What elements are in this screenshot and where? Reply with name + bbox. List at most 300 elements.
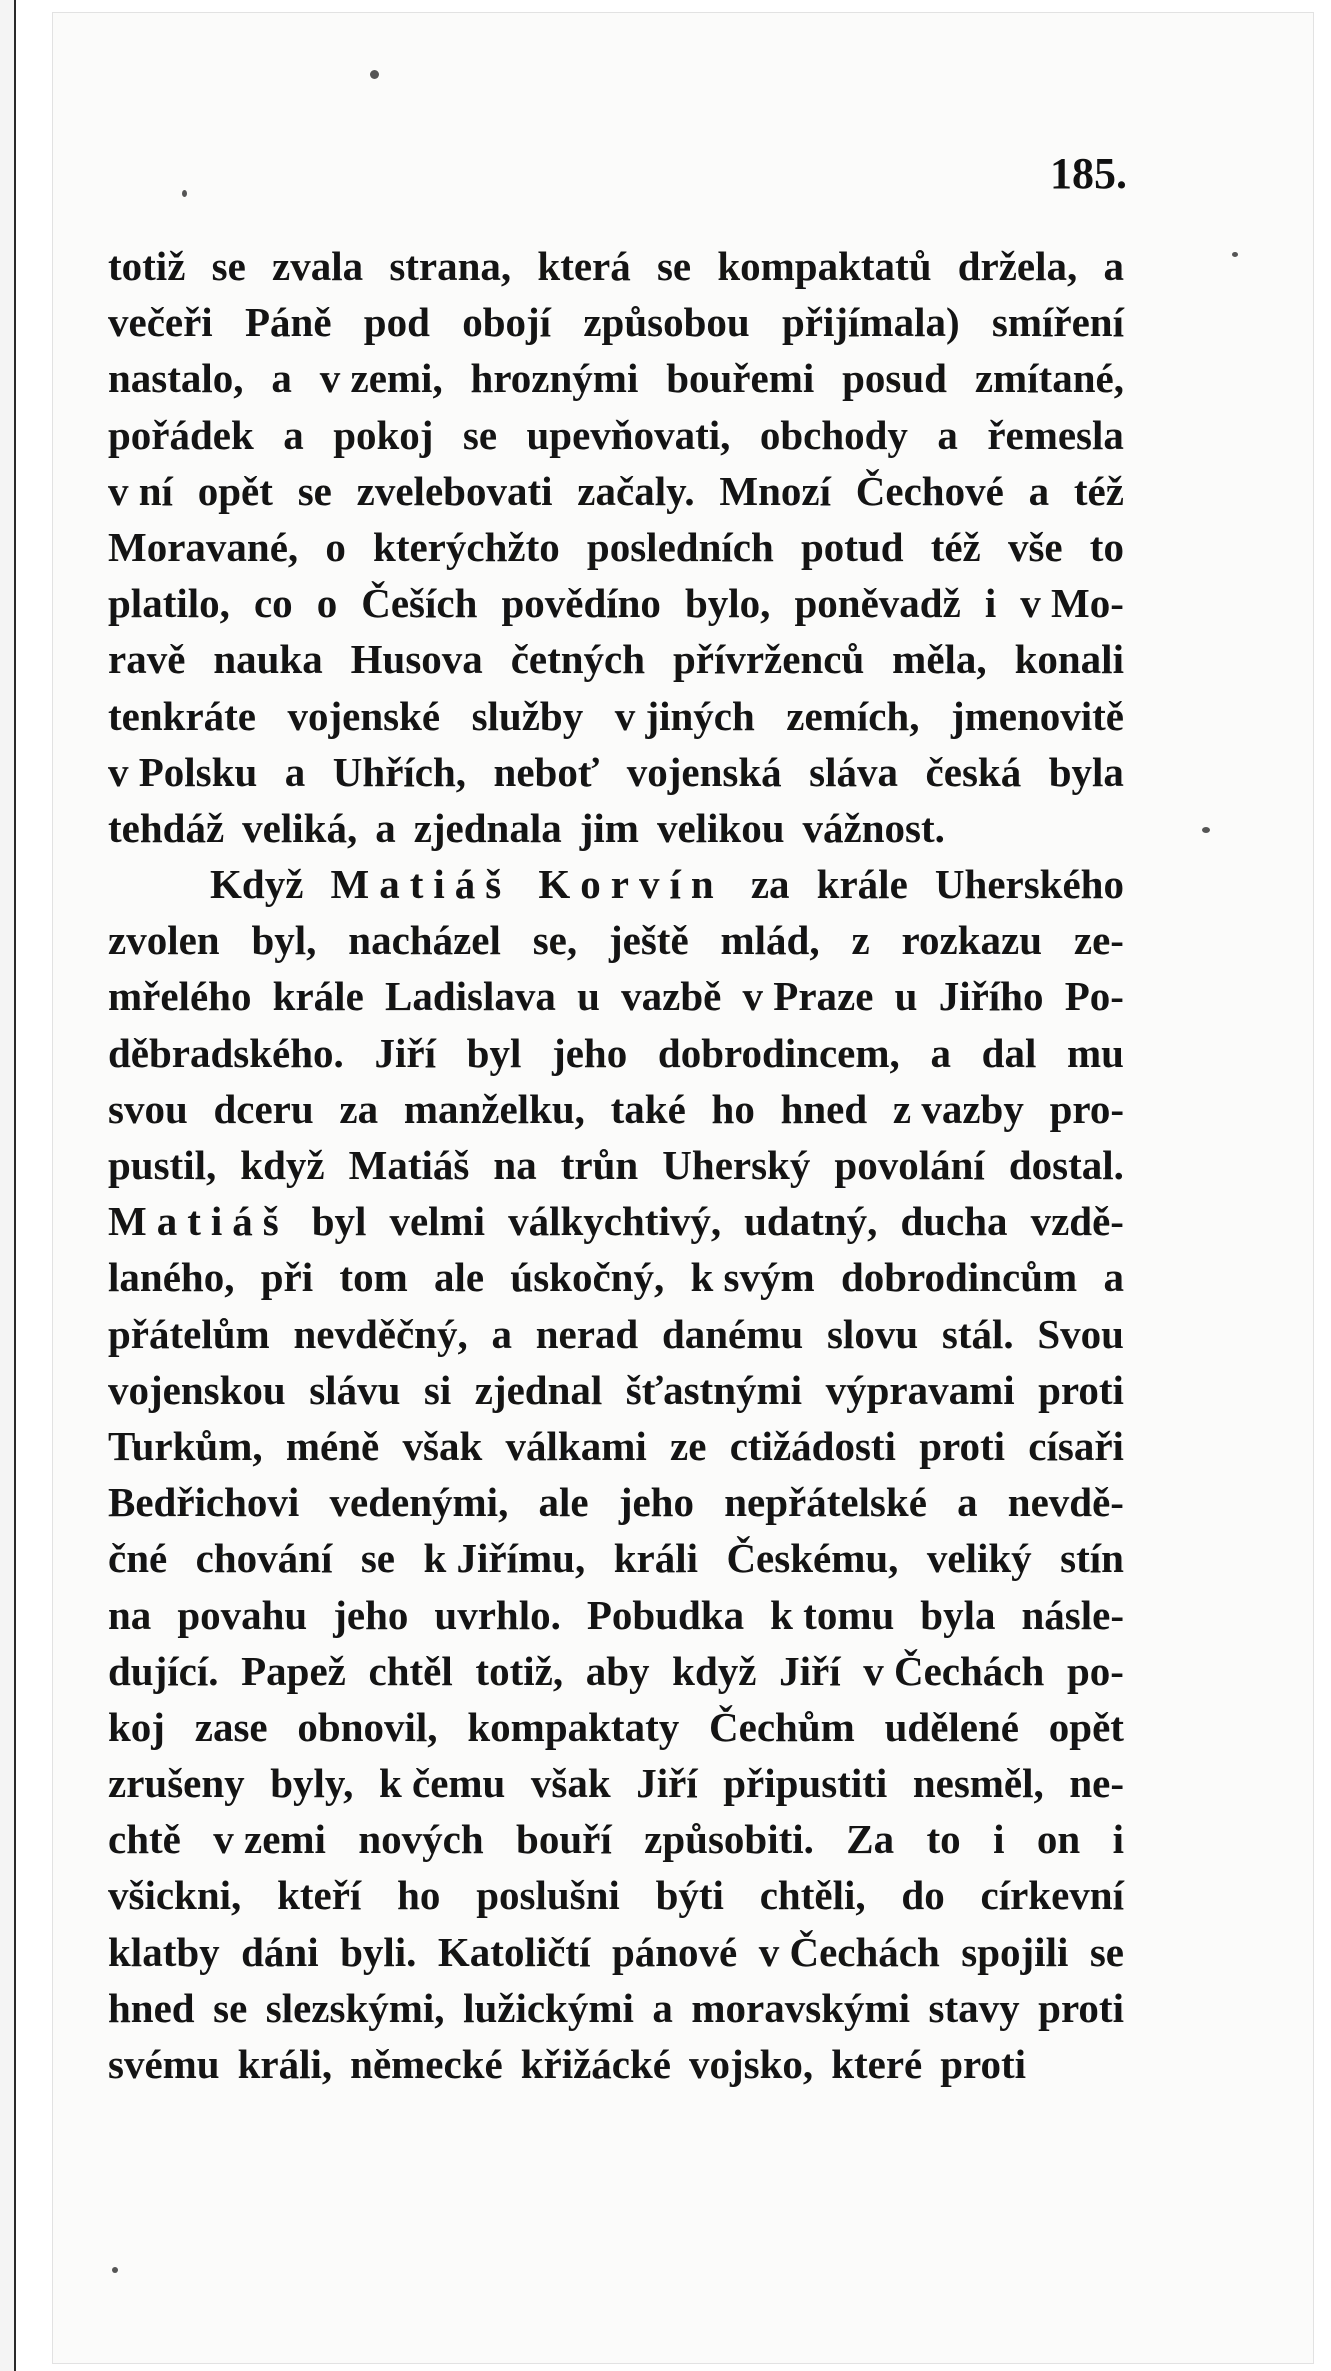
word: v Čechách bbox=[758, 1928, 940, 1975]
word: bouří bbox=[516, 1816, 612, 1863]
word: nových bbox=[358, 1816, 484, 1863]
word: totiž bbox=[108, 243, 186, 289]
text-line bbox=[108, 1867, 1124, 1923]
word: na bbox=[108, 1591, 152, 1638]
word: zvelebovati bbox=[356, 467, 553, 514]
word: tenkráte bbox=[108, 692, 257, 739]
word: v Mo- bbox=[1020, 580, 1124, 627]
word: ducha bbox=[900, 1198, 1008, 1245]
previous-page-edge bbox=[0, 0, 16, 2371]
word: držela, bbox=[957, 243, 1078, 289]
word: válkami bbox=[505, 1422, 647, 1469]
word: ctižádosti bbox=[729, 1422, 896, 1469]
word: veliká, bbox=[242, 804, 358, 851]
word: večeři bbox=[108, 299, 213, 346]
word: si bbox=[423, 1366, 452, 1413]
word: slezskými, bbox=[265, 1984, 445, 2031]
word: násle- bbox=[1021, 1591, 1124, 1638]
word: co bbox=[253, 580, 293, 627]
word: králi, bbox=[237, 2041, 333, 2087]
word: jmenovitě bbox=[950, 692, 1124, 739]
word: Moravané, bbox=[108, 523, 299, 570]
word: Za bbox=[846, 1816, 895, 1863]
word: ho bbox=[397, 1872, 441, 1919]
word: ale bbox=[434, 1254, 485, 1301]
word: neboť bbox=[493, 748, 600, 795]
text-line bbox=[108, 350, 1124, 406]
text-line bbox=[108, 744, 1124, 800]
word: nastalo, bbox=[108, 355, 244, 402]
text-line bbox=[108, 631, 1124, 687]
word: posledních bbox=[586, 523, 774, 570]
word: mu bbox=[1067, 1029, 1124, 1076]
text-line bbox=[108, 1137, 1124, 1193]
word: konali bbox=[1014, 636, 1124, 683]
text-line bbox=[108, 1362, 1124, 1418]
word: Češích bbox=[361, 580, 478, 627]
word: Jiří bbox=[374, 1029, 436, 1076]
word: německé bbox=[350, 2041, 503, 2087]
text-line bbox=[108, 1587, 1124, 1643]
word: upevňovati, bbox=[526, 411, 731, 458]
word: on bbox=[1036, 1816, 1081, 1863]
word: spojili bbox=[961, 1928, 1069, 1975]
word: manželku, bbox=[403, 1085, 585, 1132]
word: a bbox=[375, 804, 396, 851]
word: Matiáš bbox=[330, 861, 512, 908]
word: trůn bbox=[560, 1142, 639, 1188]
word: a bbox=[652, 1984, 673, 2031]
word: totiž, bbox=[475, 1647, 564, 1694]
word: udatný, bbox=[744, 1198, 878, 1245]
word: ne- bbox=[1069, 1760, 1124, 1807]
text-line bbox=[108, 1306, 1124, 1362]
word: ho bbox=[711, 1085, 755, 1132]
word: způsobiti. bbox=[644, 1816, 814, 1863]
word: nacházel bbox=[348, 917, 501, 964]
word: za bbox=[750, 861, 790, 908]
word: připustiti bbox=[723, 1760, 888, 1807]
word: když bbox=[672, 1647, 757, 1694]
word: zmítané, bbox=[974, 355, 1124, 402]
word: králi bbox=[613, 1535, 698, 1582]
word: a bbox=[491, 1310, 512, 1357]
word: proti bbox=[940, 2041, 1027, 2087]
word: strana, bbox=[389, 243, 512, 289]
word: nerad bbox=[535, 1310, 639, 1357]
word: na bbox=[493, 1142, 537, 1188]
word: jeho bbox=[618, 1479, 694, 1526]
word: Pobudka bbox=[586, 1591, 745, 1638]
word: byly, bbox=[270, 1760, 354, 1807]
word: Husova bbox=[350, 636, 483, 683]
text-line bbox=[108, 968, 1124, 1024]
word: dobrodincům bbox=[840, 1254, 1078, 1301]
word: přívrženců bbox=[672, 636, 865, 683]
ink-speck bbox=[182, 190, 187, 197]
word: vážnost. bbox=[802, 804, 945, 851]
word: byl bbox=[311, 1198, 367, 1245]
ink-speck bbox=[1202, 827, 1210, 833]
word: česká bbox=[925, 748, 1022, 795]
word: se bbox=[656, 243, 692, 289]
word: u bbox=[577, 973, 600, 1020]
word: kompaktatů bbox=[717, 243, 932, 289]
text-line bbox=[108, 519, 1124, 575]
word: proti bbox=[1038, 1366, 1124, 1413]
text-line bbox=[108, 1811, 1124, 1867]
word: opět bbox=[197, 467, 273, 514]
word: krále bbox=[816, 861, 908, 908]
word: výpravami bbox=[825, 1366, 1015, 1413]
word: chtěl bbox=[368, 1647, 453, 1694]
word: laného, bbox=[108, 1254, 235, 1301]
word: posud bbox=[842, 355, 947, 402]
word: šťastnými bbox=[625, 1366, 803, 1413]
text-line bbox=[108, 1081, 1124, 1137]
word: v Praze bbox=[742, 973, 874, 1020]
word: Jiří bbox=[636, 1760, 698, 1807]
text-line bbox=[108, 238, 1124, 294]
word: bouřemi bbox=[666, 355, 815, 402]
text-line bbox=[108, 1643, 1124, 1699]
word: byl bbox=[466, 1029, 522, 1076]
word: velmi bbox=[389, 1198, 486, 1245]
text-line bbox=[108, 1980, 1124, 2036]
word: vedenými, bbox=[329, 1479, 509, 1526]
word: se bbox=[297, 467, 332, 514]
word: válkychtivý, bbox=[508, 1198, 722, 1245]
word: měla, bbox=[892, 636, 987, 683]
text-line bbox=[108, 1249, 1124, 1305]
word: řemesla bbox=[987, 411, 1124, 458]
word: přátelům bbox=[108, 1310, 270, 1357]
word: byla bbox=[920, 1591, 996, 1638]
word: která bbox=[537, 243, 631, 289]
word: a bbox=[1103, 1254, 1124, 1301]
word: i bbox=[984, 580, 997, 627]
word: tehdáž bbox=[108, 804, 225, 851]
word: vše bbox=[1007, 523, 1063, 570]
word: vojenská bbox=[626, 748, 782, 795]
word: se bbox=[211, 243, 246, 289]
word: všickni, bbox=[108, 1872, 242, 1919]
word: četných bbox=[510, 636, 646, 683]
word: stín bbox=[1060, 1535, 1124, 1582]
word: tom bbox=[339, 1254, 408, 1301]
word: pořádek bbox=[108, 411, 254, 458]
word: pod bbox=[363, 299, 430, 346]
word: povahu bbox=[177, 1591, 308, 1638]
word: zvolen bbox=[108, 917, 220, 964]
word: byl, bbox=[251, 917, 317, 964]
word: zemích, bbox=[786, 692, 920, 739]
word: Svou bbox=[1037, 1310, 1124, 1357]
word: jeho bbox=[333, 1591, 409, 1638]
word: k svým bbox=[690, 1254, 815, 1301]
word: se bbox=[213, 1984, 248, 2031]
text-line bbox=[108, 575, 1124, 631]
word: dceru bbox=[213, 1085, 314, 1132]
word: však bbox=[530, 1760, 611, 1807]
word: a bbox=[283, 411, 304, 458]
word: opět bbox=[1048, 1703, 1124, 1750]
word: slávu bbox=[309, 1366, 401, 1413]
word: úskočný, bbox=[510, 1254, 665, 1301]
word: krále bbox=[272, 973, 364, 1020]
word: ale bbox=[538, 1479, 589, 1526]
word: lužickými bbox=[463, 1984, 634, 2031]
word: když bbox=[240, 1142, 325, 1188]
word: pánové bbox=[611, 1928, 738, 1975]
word: zrušeny bbox=[108, 1760, 245, 1807]
word: stavy bbox=[928, 1984, 1020, 2031]
word: sláva bbox=[809, 748, 899, 795]
word: nepřátelské bbox=[724, 1479, 927, 1526]
word: vojenskou bbox=[108, 1366, 286, 1413]
word: rozkazu bbox=[901, 917, 1043, 964]
word: kompaktaty bbox=[467, 1703, 680, 1750]
text-line bbox=[108, 1474, 1124, 1530]
word: také bbox=[610, 1085, 686, 1132]
word: potud bbox=[800, 523, 904, 570]
word: nevdě- bbox=[1007, 1479, 1124, 1526]
word: obojí bbox=[462, 299, 552, 346]
word: pokoj bbox=[333, 411, 434, 458]
word: dal bbox=[981, 1029, 1037, 1076]
word: hroznými bbox=[470, 355, 639, 402]
word: přijímala) bbox=[781, 299, 960, 346]
word: Mnozí bbox=[719, 467, 831, 514]
word: a bbox=[284, 748, 306, 795]
word: zjednal bbox=[474, 1366, 603, 1413]
text-line bbox=[108, 1699, 1124, 1755]
word: nauka bbox=[213, 636, 323, 683]
text-line bbox=[108, 407, 1124, 463]
word: to bbox=[926, 1816, 961, 1863]
word: byli. bbox=[340, 1928, 417, 1975]
word: Uhřích, bbox=[332, 748, 467, 795]
word: chtě bbox=[108, 1816, 181, 1863]
word: poněvadž bbox=[794, 580, 961, 627]
word: v Polsku bbox=[108, 748, 258, 795]
word: do bbox=[901, 1872, 945, 1919]
body-text bbox=[108, 238, 1124, 2092]
word: služby bbox=[471, 692, 584, 739]
word: zjednala bbox=[413, 804, 562, 851]
word: platilo, bbox=[108, 580, 230, 627]
word: Katoličtí bbox=[437, 1928, 591, 1975]
word: z vazby bbox=[892, 1085, 1024, 1132]
word: slovu bbox=[826, 1310, 919, 1357]
word: Papež bbox=[241, 1647, 346, 1694]
word: i bbox=[1112, 1816, 1124, 1863]
word: se bbox=[360, 1535, 395, 1582]
word: v zemi, bbox=[319, 355, 443, 402]
word: vojsko, bbox=[689, 2041, 814, 2087]
word: v ní bbox=[108, 467, 173, 514]
word: a bbox=[937, 411, 958, 458]
ink-speck bbox=[1232, 252, 1238, 257]
text-line bbox=[108, 1025, 1124, 1081]
word: i bbox=[993, 1816, 1005, 1863]
word: zase bbox=[194, 1703, 268, 1750]
word: ze bbox=[670, 1422, 707, 1469]
word: po- bbox=[1066, 1647, 1124, 1694]
word: u bbox=[894, 973, 918, 1020]
word: z bbox=[851, 917, 870, 964]
word: dující. bbox=[108, 1647, 219, 1694]
word: méně bbox=[285, 1422, 380, 1469]
word: chtěli, bbox=[759, 1872, 866, 1919]
word: Jiří bbox=[779, 1647, 841, 1694]
word: svou bbox=[108, 1085, 188, 1132]
word: chování bbox=[195, 1535, 333, 1582]
word: mlád, bbox=[720, 917, 820, 964]
word: udělené bbox=[884, 1703, 1019, 1750]
word: zvala bbox=[272, 243, 364, 289]
word: Jiřího bbox=[938, 973, 1044, 1020]
word: vzdě- bbox=[1030, 1198, 1124, 1245]
word: Českému, bbox=[726, 1535, 899, 1582]
word: obchody bbox=[759, 411, 908, 458]
word: smíření bbox=[991, 299, 1124, 346]
word: a bbox=[1103, 243, 1124, 289]
word: ještě bbox=[608, 917, 689, 964]
word: proti bbox=[919, 1422, 1006, 1469]
text-line bbox=[108, 688, 1124, 744]
word: k Jiřímu, bbox=[423, 1535, 586, 1582]
word: o bbox=[316, 580, 338, 627]
word: však bbox=[402, 1422, 483, 1469]
word: vojenské bbox=[287, 692, 441, 739]
word: povolání bbox=[834, 1142, 985, 1188]
word: ze- bbox=[1073, 917, 1124, 964]
word: a bbox=[930, 1029, 951, 1076]
word: při bbox=[260, 1254, 314, 1301]
word: býti bbox=[655, 1872, 724, 1919]
word: Matiáš bbox=[348, 1142, 470, 1188]
word: aby bbox=[585, 1647, 650, 1694]
text-line bbox=[108, 912, 1124, 968]
word: dobrodincem, bbox=[657, 1029, 900, 1076]
word: dostal. bbox=[1008, 1142, 1124, 1188]
word: a bbox=[1028, 467, 1050, 514]
word: hned bbox=[780, 1085, 868, 1132]
word: za bbox=[339, 1085, 379, 1132]
word: hned bbox=[108, 1984, 195, 2031]
word: velikou bbox=[656, 804, 785, 851]
word: stál. bbox=[941, 1310, 1014, 1357]
text-line bbox=[108, 1755, 1124, 1811]
word: Čechové bbox=[855, 467, 1004, 514]
word: uvrhlo. bbox=[434, 1591, 561, 1638]
word: k tomu bbox=[770, 1591, 895, 1638]
page-number: 185. bbox=[1050, 149, 1127, 198]
word: klatby bbox=[108, 1928, 220, 1975]
word: Čechům bbox=[709, 1703, 855, 1750]
word: a bbox=[957, 1479, 978, 1526]
word: Korvín bbox=[538, 861, 724, 908]
word: k čemu bbox=[378, 1760, 506, 1807]
word: koj bbox=[108, 1703, 165, 1750]
word: křižácké bbox=[520, 2041, 672, 2087]
word: začaly. bbox=[577, 467, 695, 514]
word: svému bbox=[108, 2041, 220, 2087]
ink-speck bbox=[112, 2267, 118, 2273]
word: církevní bbox=[980, 1872, 1124, 1919]
text-line bbox=[108, 1193, 1124, 1249]
word: které bbox=[831, 2041, 923, 2087]
text-line bbox=[108, 800, 1124, 856]
word: kteří bbox=[277, 1872, 362, 1919]
text-line bbox=[108, 2036, 1124, 2092]
word: v Čechách bbox=[863, 1647, 1045, 1694]
word: se, bbox=[532, 917, 578, 964]
word: kterýchžto bbox=[373, 523, 560, 570]
word: Bedřichovi bbox=[108, 1479, 300, 1526]
word: pro- bbox=[1049, 1085, 1124, 1132]
word: danému bbox=[661, 1310, 804, 1357]
word: čné bbox=[108, 1535, 168, 1582]
word: proti bbox=[1038, 1984, 1124, 2031]
text-line bbox=[108, 1418, 1124, 1474]
text-line bbox=[108, 463, 1124, 519]
word: moravskými bbox=[691, 1984, 911, 2031]
word: poslušni bbox=[476, 1872, 620, 1919]
word: děbradského. bbox=[108, 1029, 344, 1076]
word: Uherského bbox=[934, 861, 1124, 908]
word: Matiáš bbox=[108, 1198, 289, 1245]
word: nesměl, bbox=[912, 1760, 1044, 1807]
ink-speck bbox=[370, 70, 379, 79]
word: v jiných bbox=[614, 692, 755, 739]
word: též bbox=[1073, 467, 1124, 514]
word: bylo, bbox=[684, 580, 771, 627]
word: Turkům, bbox=[108, 1422, 263, 1469]
word: a bbox=[271, 355, 292, 402]
word: jeho bbox=[552, 1029, 628, 1076]
word: Po- bbox=[1064, 973, 1124, 1020]
word: Ladislava bbox=[384, 973, 556, 1020]
text-line bbox=[108, 294, 1124, 350]
word: nevděčný, bbox=[293, 1310, 468, 1357]
word: to bbox=[1089, 523, 1124, 570]
word: veliký bbox=[926, 1535, 1032, 1582]
word: jim bbox=[579, 804, 639, 851]
word: o bbox=[325, 523, 346, 570]
text-line bbox=[108, 856, 1124, 912]
word: též bbox=[930, 523, 981, 570]
word: císaři bbox=[1028, 1422, 1124, 1469]
word: v zemi bbox=[213, 1816, 326, 1863]
word: Když bbox=[210, 861, 304, 908]
word: Páně bbox=[244, 299, 332, 346]
word: byla bbox=[1048, 748, 1124, 795]
text-line bbox=[108, 1530, 1124, 1586]
word: povědíno bbox=[501, 580, 661, 627]
word: pustil, bbox=[108, 1142, 217, 1188]
word: způsobou bbox=[583, 299, 750, 346]
word: dáni bbox=[241, 1928, 319, 1975]
word: se bbox=[462, 411, 498, 458]
word: Uherský bbox=[662, 1142, 811, 1188]
word: obnovil, bbox=[297, 1703, 438, 1750]
word: vazbě bbox=[621, 973, 722, 1020]
text-line bbox=[108, 1924, 1124, 1980]
word: mřelého bbox=[108, 973, 252, 1020]
word: se bbox=[1089, 1928, 1124, 1975]
